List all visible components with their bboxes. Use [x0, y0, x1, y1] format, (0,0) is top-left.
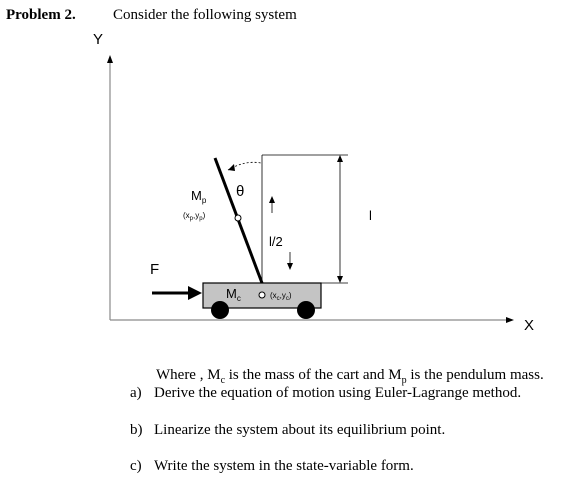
- question-b: b) Linearize the system about its equilibrium point.: [130, 422, 446, 438]
- cart-wheel-left: [211, 301, 229, 319]
- question-c: c) Write the system in the state-variable form.: [130, 458, 414, 474]
- pendulum-coord-label: $(x_p,y_p)$: [183, 211, 206, 222]
- cart-mass-label: $M_c$: [226, 286, 241, 303]
- angle-arc-arrowhead: [228, 164, 235, 171]
- angle-label: θ: [236, 183, 245, 200]
- y-axis-label: Y: [93, 31, 104, 48]
- pendulum-center-marker: [235, 215, 241, 221]
- half-length-label: l/2: [269, 234, 283, 249]
- problem-intro: Consider the following system: [113, 7, 297, 23]
- question-a: a) Derive the equation of motion using Euler-Lagrange method.: [130, 385, 522, 401]
- pendulum-mass-label: $M_p$: [191, 188, 207, 205]
- force-arrowhead: [188, 286, 202, 300]
- x-axis-label: X: [524, 317, 535, 334]
- cart-center-marker: [259, 292, 265, 298]
- problem-label: Problem 2.: [6, 7, 76, 23]
- where-statement: Where , $M_c$ is the mass of the cart and $M_p$ is the pendulum mass.: [156, 367, 544, 386]
- cart-wheel-right: [297, 301, 315, 319]
- length-label: l: [369, 208, 372, 223]
- y-axis-arrowhead: [107, 55, 113, 63]
- cart-coord-label: $(x_c,y_c)$: [270, 291, 292, 302]
- x-axis-arrowhead: [506, 317, 514, 323]
- force-label: F: [150, 261, 160, 278]
